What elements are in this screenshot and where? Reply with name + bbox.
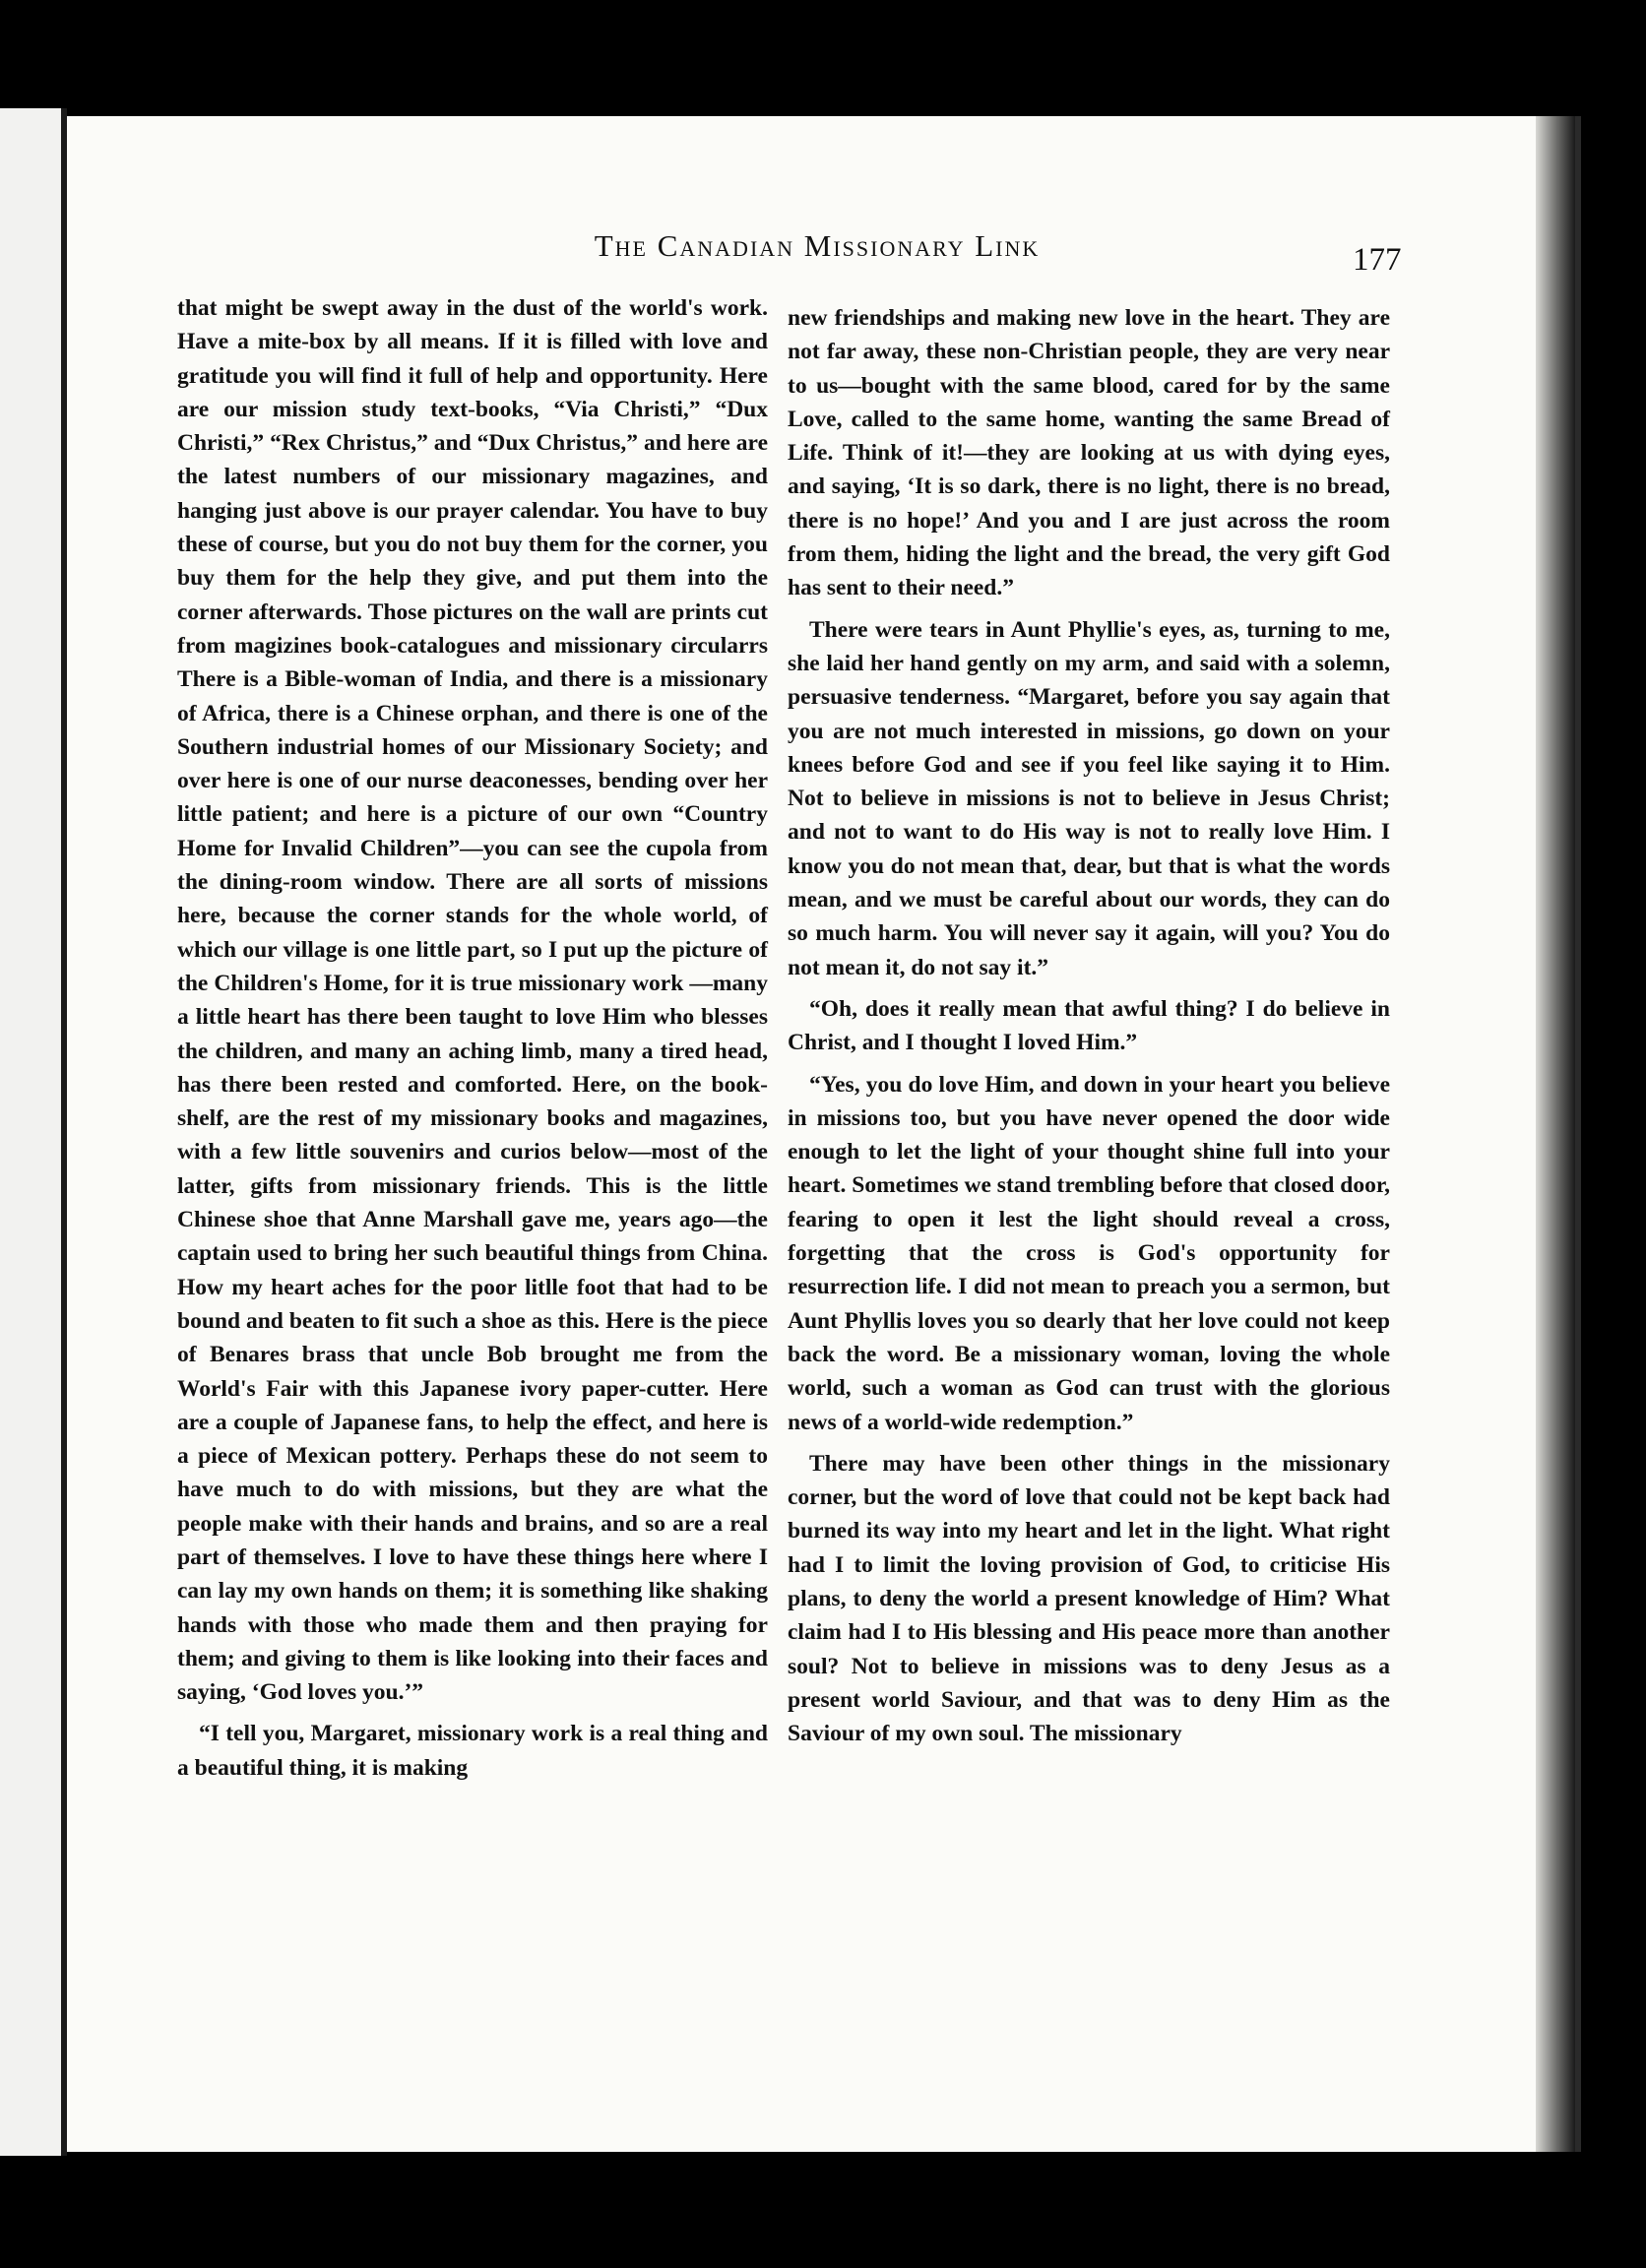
running-head: The Canadian Missionary Link bbox=[594, 228, 1041, 263]
page-gutter-shadow bbox=[1536, 116, 1575, 2152]
paragraph: new friendships and making new love in the heart. They are not far away, these non-Christian people, they are very near to us—bought with the same blood, cared for by the same Love, called to the same home, wanting the same Bread of Life. Think of it!—they are looking at us with dying eyes, and saying, ‘It is so dark, there is no light, there is no bread, there is no hope!’ And you and I are just across the room from them, hiding the light and the bread, the very gift God has sent to their need.” bbox=[788, 305, 1390, 601]
paragraph: that might be swept away in the dust of the world's work. Have a mite-box by all means. If it is filled with love and gratitude you will find it full of help and opportunity. Here are our mission study text-books, “Via Christi,” “Dux Christi,” “Rex Christus,” and “Dux Christus,” and here are the latest numbers of our missionary magazines, and hanging just above is our prayer calendar. You have to buy these of course, but you do not buy them for the corner, you buy them for the help they give, and put them into the corner afterwards. Those pictures on the wall are prints cut from magizines book-catalogues and missionary circularrs There is a Bible-woman of India, and there is a missionary of Africa, there is a Chinese orphan, and there is one of the Southern industrial homes of our Missionary Society; and over here is one of our nurse deaconesses, bending over her little patient; and here is a picture of our own “Country Home for Invalid Children”—you can see the cupola from the dining-room window. There are all sorts of missions here, because the corner stands for the whole world, of which our village is one little part, so I put up the picture of the Children's Home, for it is true missionary work —many a little heart has there been taught to love Him who blesses the children, and many an aching limb, many a tired head, has there been rested and comforted. Here, on the book-shelf, are the rest of my missionary books and magazines, with a few little souvenirs and curios below—most of the latter, gifts from missionary friends. This is the little Chinese shoe that Anne Marshall gave me, years ago—the captain used to bring her such beautiful things from China. How my heart aches for the poor litlle foot that had to be bound and beaten to fit such a shoe as this. Here is the piece of Benares brass that uncle Bob brought me from the World's Fair with this Japanese ivory paper-cutter. Here are a couple of Japanese fans, to help the effect, and here is a piece of Mexican pottery. Perhaps these do not seem to have much to do with missions, but they are what the people make with their hands and brains, and so are a real part of themselves. I love to have these things here where I can lay my own hands on them; it is something like shaking hands with those who made them and then praying for them; and giving to them is like looking into their faces and saying, ‘God loves you.’” bbox=[177, 295, 768, 1706]
page-number: 177 bbox=[1353, 242, 1402, 278]
left-column bbox=[177, 291, 768, 1785]
paragraph: There may have been other things in the missionary corner, but the word of love that could not be kept back had burned its way into my heart and let in the light. What right had I to limit the loving provision of God, to criticise His plans, to deny the world a present knowledge of Him? What claim had I to His blessing and His peace more than another soul? Not to believe in missions was to deny Jesus as a present world Saviour, and that was to deny Him as the Saviour of my own soul. The missionary bbox=[788, 1450, 1390, 1747]
paragraph: “I tell you, Margaret, missionary work is a real thing and a beautiful thing, it is making bbox=[177, 1721, 768, 1781]
paragraph: There were tears in Aunt Phyllie's eyes, as, turning to me, she laid her hand gently on my arm, and said with a solemn, persuasive tenderness. “Margaret, before you say again that you are not much interested in missions, go down on your knees before God and see if you feel like saying it to Him. Not to believe in missions is not to believe in Jesus Christ; and not to want to do His way is not to really love Him. I know you do not mean that, dear, but that is what the words mean, and we must be careful about our words, they can do so much harm. You will never say it again, will you? You do not mean it, do not say it.” bbox=[788, 616, 1390, 980]
paragraph: “Yes, you do love Him, and down in your heart you believe in missions too, but you have never opened the door wide enough to let the light of your thought shine full into your heart. Sometimes we stand trembling before that closed door, fearing to open it lest the light should reveal a cross, forgetting that the cross is God's opportunity for resurrection life. I did not mean to preach you a sermon, but Aunt Phyllis loves you so dearly that her love could not keep back the word. Be a missionary woman, loving the whole world, such a woman as God can trust with the glorious news of a world-wide redemption.” bbox=[788, 1071, 1390, 1435]
previous-page-edge bbox=[0, 108, 67, 2156]
right-column bbox=[788, 301, 1390, 1750]
paragraph: “Oh, does it really mean that awful thing? I do believe in Christ, and I thought I loved Him.” bbox=[788, 995, 1390, 1056]
